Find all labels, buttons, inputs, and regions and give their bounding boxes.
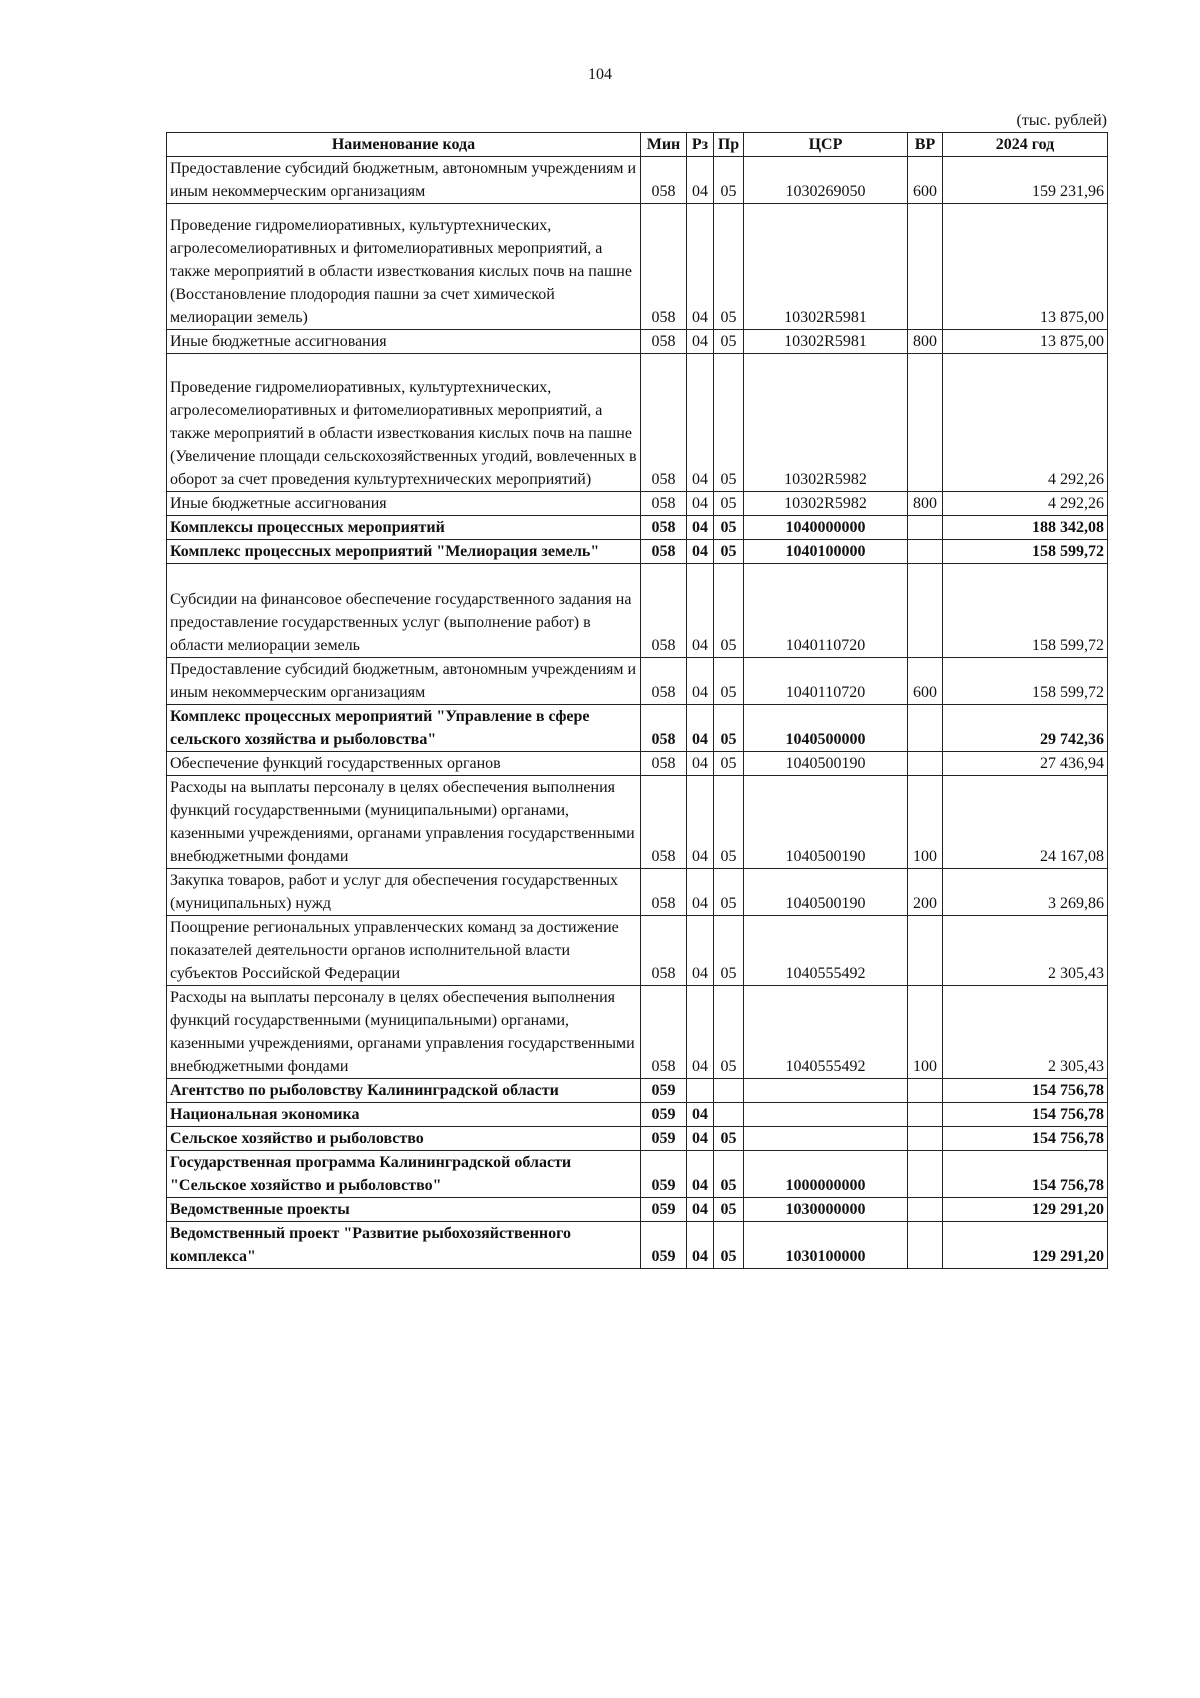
cell-min: 058 bbox=[641, 916, 687, 986]
table-row bbox=[167, 157, 1108, 204]
cell-csr: 1040500190 bbox=[744, 869, 908, 916]
cell-csr: 10302R5981 bbox=[744, 204, 908, 330]
cell-min: 058 bbox=[641, 540, 687, 564]
cell-name: Комплексы процессных мероприятий bbox=[167, 516, 641, 540]
cell-csr: 1000000000 bbox=[744, 1151, 908, 1198]
cell-amount: 13 875,00 bbox=[943, 204, 1108, 330]
cell-rz: 04 bbox=[687, 354, 714, 492]
cell-vr: 100 bbox=[908, 776, 943, 869]
cell-pr: 05 bbox=[714, 330, 744, 354]
table-row bbox=[167, 492, 1108, 516]
cell-rz: 04 bbox=[687, 1127, 714, 1151]
table-row bbox=[167, 776, 1108, 869]
units-note: (тыс. рублей) bbox=[1016, 112, 1107, 129]
cell-min: 058 bbox=[641, 564, 687, 658]
table-row bbox=[167, 986, 1108, 1079]
cell-csr: 1040500190 bbox=[744, 776, 908, 869]
cell-min: 058 bbox=[641, 204, 687, 330]
cell-amount: 158 599,72 bbox=[943, 540, 1108, 564]
cell-name: Сельское хозяйство и рыболовство bbox=[167, 1127, 641, 1151]
cell-rz: 04 bbox=[687, 330, 714, 354]
cell-pr: 05 bbox=[714, 658, 744, 705]
cell-csr: 1040555492 bbox=[744, 916, 908, 986]
cell-min: 058 bbox=[641, 986, 687, 1079]
cell-pr: 05 bbox=[714, 516, 744, 540]
cell-rz: 04 bbox=[687, 916, 714, 986]
cell-pr: 05 bbox=[714, 986, 744, 1079]
cell-amount: 158 599,72 bbox=[943, 564, 1108, 658]
table-row bbox=[167, 752, 1108, 776]
table-row bbox=[167, 1103, 1108, 1127]
table-row bbox=[167, 564, 1108, 658]
cell-rz: 04 bbox=[687, 658, 714, 705]
cell-csr: 1040500190 bbox=[744, 752, 908, 776]
cell-pr: 05 bbox=[714, 916, 744, 986]
table-row bbox=[167, 658, 1108, 705]
cell-min: 059 bbox=[641, 1103, 687, 1127]
cell-rz: 04 bbox=[687, 776, 714, 869]
cell-name: Субсидии на финансовое обеспечение государственного задания на предоставление государственных услуг (выполнение работ) в области мелиорации земель bbox=[167, 564, 641, 658]
cell-pr: 05 bbox=[714, 354, 744, 492]
cell-name: Государственная программа Калининградской области "Сельское хозяйство и рыболовство" bbox=[167, 1151, 641, 1198]
cell-name: Национальная экономика bbox=[167, 1103, 641, 1127]
table-row bbox=[167, 204, 1108, 330]
cell-min: 059 bbox=[641, 1079, 687, 1103]
table-header-row bbox=[167, 133, 1108, 157]
cell-amount: 29 742,36 bbox=[943, 705, 1108, 752]
header-name: Наименование кода bbox=[167, 133, 641, 157]
cell-rz: 04 bbox=[687, 564, 714, 658]
cell-vr bbox=[908, 516, 943, 540]
cell-min: 059 bbox=[641, 1151, 687, 1198]
cell-vr: 800 bbox=[908, 492, 943, 516]
cell-pr: 05 bbox=[714, 564, 744, 658]
cell-csr: 1040500000 bbox=[744, 705, 908, 752]
cell-amount: 154 756,78 bbox=[943, 1151, 1108, 1198]
cell-min: 059 bbox=[641, 1198, 687, 1222]
cell-pr: 05 bbox=[714, 776, 744, 869]
cell-name: Проведение гидромелиоративных, культуртехнических, агролесомелиоративных и фитомелиоративных мероприятий, а также мероприятий в области известкования кислых почв на пашне (Восстановление плодородия пашни за счет химической мелиорации земель) bbox=[167, 204, 641, 330]
table-row bbox=[167, 1079, 1108, 1103]
cell-min: 058 bbox=[641, 330, 687, 354]
cell-name: Расходы на выплаты персоналу в целях обеспечения выполнения функций государственными (муниципальными) органами, казенными учреждениями, органами управления государственными внебюджетными фондами bbox=[167, 776, 641, 869]
cell-vr bbox=[908, 1079, 943, 1103]
cell-amount: 159 231,96 bbox=[943, 157, 1108, 204]
cell-pr: 05 bbox=[714, 869, 744, 916]
cell-vr bbox=[908, 204, 943, 330]
cell-vr: 800 bbox=[908, 330, 943, 354]
cell-amount: 27 436,94 bbox=[943, 752, 1108, 776]
cell-vr: 200 bbox=[908, 869, 943, 916]
cell-vr bbox=[908, 1127, 943, 1151]
cell-rz: 04 bbox=[687, 1151, 714, 1198]
cell-pr: 05 bbox=[714, 705, 744, 752]
cell-vr: 100 bbox=[908, 986, 943, 1079]
cell-vr bbox=[908, 752, 943, 776]
cell-rz: 04 bbox=[687, 157, 714, 204]
cell-csr bbox=[744, 1127, 908, 1151]
cell-name: Предоставление субсидий бюджетным, автономным учреждениям и иным некоммерческим организациям bbox=[167, 157, 641, 204]
cell-rz: 04 bbox=[687, 492, 714, 516]
table-row bbox=[167, 1198, 1108, 1222]
cell-pr: 05 bbox=[714, 1222, 744, 1269]
cell-rz bbox=[687, 1079, 714, 1103]
cell-vr bbox=[908, 1198, 943, 1222]
cell-min: 059 bbox=[641, 1127, 687, 1151]
cell-amount: 4 292,26 bbox=[943, 354, 1108, 492]
table-row bbox=[167, 1127, 1108, 1151]
header-vr: ВР bbox=[908, 133, 943, 157]
page-number: 104 bbox=[588, 66, 612, 83]
table-row bbox=[167, 330, 1108, 354]
cell-name: Обеспечение функций государственных органов bbox=[167, 752, 641, 776]
cell-name: Расходы на выплаты персоналу в целях обеспечения выполнения функций государственными (муниципальными) органами, казенными учреждениями, органами управления государственными внебюджетными фондами bbox=[167, 986, 641, 1079]
cell-csr: 1040000000 bbox=[744, 516, 908, 540]
cell-rz: 04 bbox=[687, 986, 714, 1079]
cell-csr bbox=[744, 1103, 908, 1127]
cell-amount: 2 305,43 bbox=[943, 986, 1108, 1079]
budget-table bbox=[166, 132, 1108, 1269]
cell-amount: 154 756,78 bbox=[943, 1103, 1108, 1127]
cell-amount: 13 875,00 bbox=[943, 330, 1108, 354]
cell-csr: 1030100000 bbox=[744, 1222, 908, 1269]
header-min: Мин bbox=[641, 133, 687, 157]
cell-vr: 600 bbox=[908, 658, 943, 705]
cell-rz: 04 bbox=[687, 540, 714, 564]
cell-min: 058 bbox=[641, 658, 687, 705]
cell-rz: 04 bbox=[687, 1222, 714, 1269]
table-row bbox=[167, 354, 1108, 492]
cell-vr: 600 bbox=[908, 157, 943, 204]
cell-csr: 1030269050 bbox=[744, 157, 908, 204]
cell-vr bbox=[908, 705, 943, 752]
cell-csr: 1040100000 bbox=[744, 540, 908, 564]
table-row bbox=[167, 1151, 1108, 1198]
header-rz: Рз bbox=[687, 133, 714, 157]
cell-pr: 05 bbox=[714, 204, 744, 330]
cell-name: Поощрение региональных управленческих команд за достижение показателей деятельности органов исполнительной власти субъектов Российской Федерации bbox=[167, 916, 641, 986]
cell-vr bbox=[908, 540, 943, 564]
cell-amount: 2 305,43 bbox=[943, 916, 1108, 986]
cell-rz: 04 bbox=[687, 705, 714, 752]
cell-vr bbox=[908, 564, 943, 658]
table-row bbox=[167, 916, 1108, 986]
cell-amount: 4 292,26 bbox=[943, 492, 1108, 516]
cell-amount: 129 291,20 bbox=[943, 1222, 1108, 1269]
cell-min: 058 bbox=[641, 776, 687, 869]
table-row bbox=[167, 705, 1108, 752]
cell-vr bbox=[908, 1222, 943, 1269]
cell-rz: 04 bbox=[687, 1103, 714, 1127]
cell-rz: 04 bbox=[687, 869, 714, 916]
cell-vr bbox=[908, 916, 943, 986]
cell-name: Предоставление субсидий бюджетным, автономным учреждениям и иным некоммерческим организациям bbox=[167, 658, 641, 705]
cell-vr bbox=[908, 354, 943, 492]
cell-amount: 24 167,08 bbox=[943, 776, 1108, 869]
cell-vr bbox=[908, 1151, 943, 1198]
cell-pr: 05 bbox=[714, 1127, 744, 1151]
cell-amount: 154 756,78 bbox=[943, 1079, 1108, 1103]
cell-name: Иные бюджетные ассигнования bbox=[167, 492, 641, 516]
table-row bbox=[167, 1222, 1108, 1269]
table-row bbox=[167, 869, 1108, 916]
table-row bbox=[167, 516, 1108, 540]
cell-pr bbox=[714, 1079, 744, 1103]
cell-min: 058 bbox=[641, 516, 687, 540]
cell-name: Закупка товаров, работ и услуг для обеспечения государственных (муниципальных) нужд bbox=[167, 869, 641, 916]
cell-csr: 1040110720 bbox=[744, 564, 908, 658]
cell-pr: 05 bbox=[714, 492, 744, 516]
cell-name: Агентство по рыболовству Калининградской области bbox=[167, 1079, 641, 1103]
cell-pr: 05 bbox=[714, 752, 744, 776]
cell-min: 058 bbox=[641, 157, 687, 204]
cell-csr: 1040110720 bbox=[744, 658, 908, 705]
cell-amount: 154 756,78 bbox=[943, 1127, 1108, 1151]
cell-rz: 04 bbox=[687, 204, 714, 330]
header-csr: ЦСР bbox=[744, 133, 908, 157]
cell-csr: 1040555492 bbox=[744, 986, 908, 1079]
cell-name: Ведомственные проекты bbox=[167, 1198, 641, 1222]
cell-name: Комплекс процессных мероприятий "Мелиорация земель" bbox=[167, 540, 641, 564]
cell-vr bbox=[908, 1103, 943, 1127]
cell-csr: 10302R5982 bbox=[744, 492, 908, 516]
cell-min: 058 bbox=[641, 869, 687, 916]
cell-min: 058 bbox=[641, 752, 687, 776]
cell-rz: 04 bbox=[687, 516, 714, 540]
cell-amount: 129 291,20 bbox=[943, 1198, 1108, 1222]
header-pr: Пр bbox=[714, 133, 744, 157]
cell-amount: 188 342,08 bbox=[943, 516, 1108, 540]
cell-min: 059 bbox=[641, 1222, 687, 1269]
cell-pr: 05 bbox=[714, 1198, 744, 1222]
cell-amount: 3 269,86 bbox=[943, 869, 1108, 916]
cell-name: Ведомственный проект "Развитие рыбохозяйственного комплекса" bbox=[167, 1222, 641, 1269]
cell-min: 058 bbox=[641, 705, 687, 752]
cell-csr: 10302R5982 bbox=[744, 354, 908, 492]
cell-pr: 05 bbox=[714, 1151, 744, 1198]
header-amount: 2024 год bbox=[943, 133, 1108, 157]
cell-name: Проведение гидромелиоративных, культуртехнических, агролесомелиоративных и фитомелиоративных мероприятий, а также мероприятий в области известкования кислых почв на пашне (Увеличение площади сельскохозяйственных угодий, вовлеченных в оборот за счет проведения культуртехнических мероприятий) bbox=[167, 354, 641, 492]
cell-rz: 04 bbox=[687, 1198, 714, 1222]
cell-csr bbox=[744, 1079, 908, 1103]
cell-csr: 10302R5981 bbox=[744, 330, 908, 354]
cell-csr: 1030000000 bbox=[744, 1198, 908, 1222]
cell-min: 058 bbox=[641, 492, 687, 516]
cell-pr: 05 bbox=[714, 157, 744, 204]
cell-amount: 158 599,72 bbox=[943, 658, 1108, 705]
cell-name: Комплекс процессных мероприятий "Управление в сфере сельского хозяйства и рыболовства" bbox=[167, 705, 641, 752]
cell-pr bbox=[714, 1103, 744, 1127]
cell-rz: 04 bbox=[687, 752, 714, 776]
table-row bbox=[167, 540, 1108, 564]
cell-pr: 05 bbox=[714, 540, 744, 564]
cell-min: 058 bbox=[641, 354, 687, 492]
cell-name: Иные бюджетные ассигнования bbox=[167, 330, 641, 354]
